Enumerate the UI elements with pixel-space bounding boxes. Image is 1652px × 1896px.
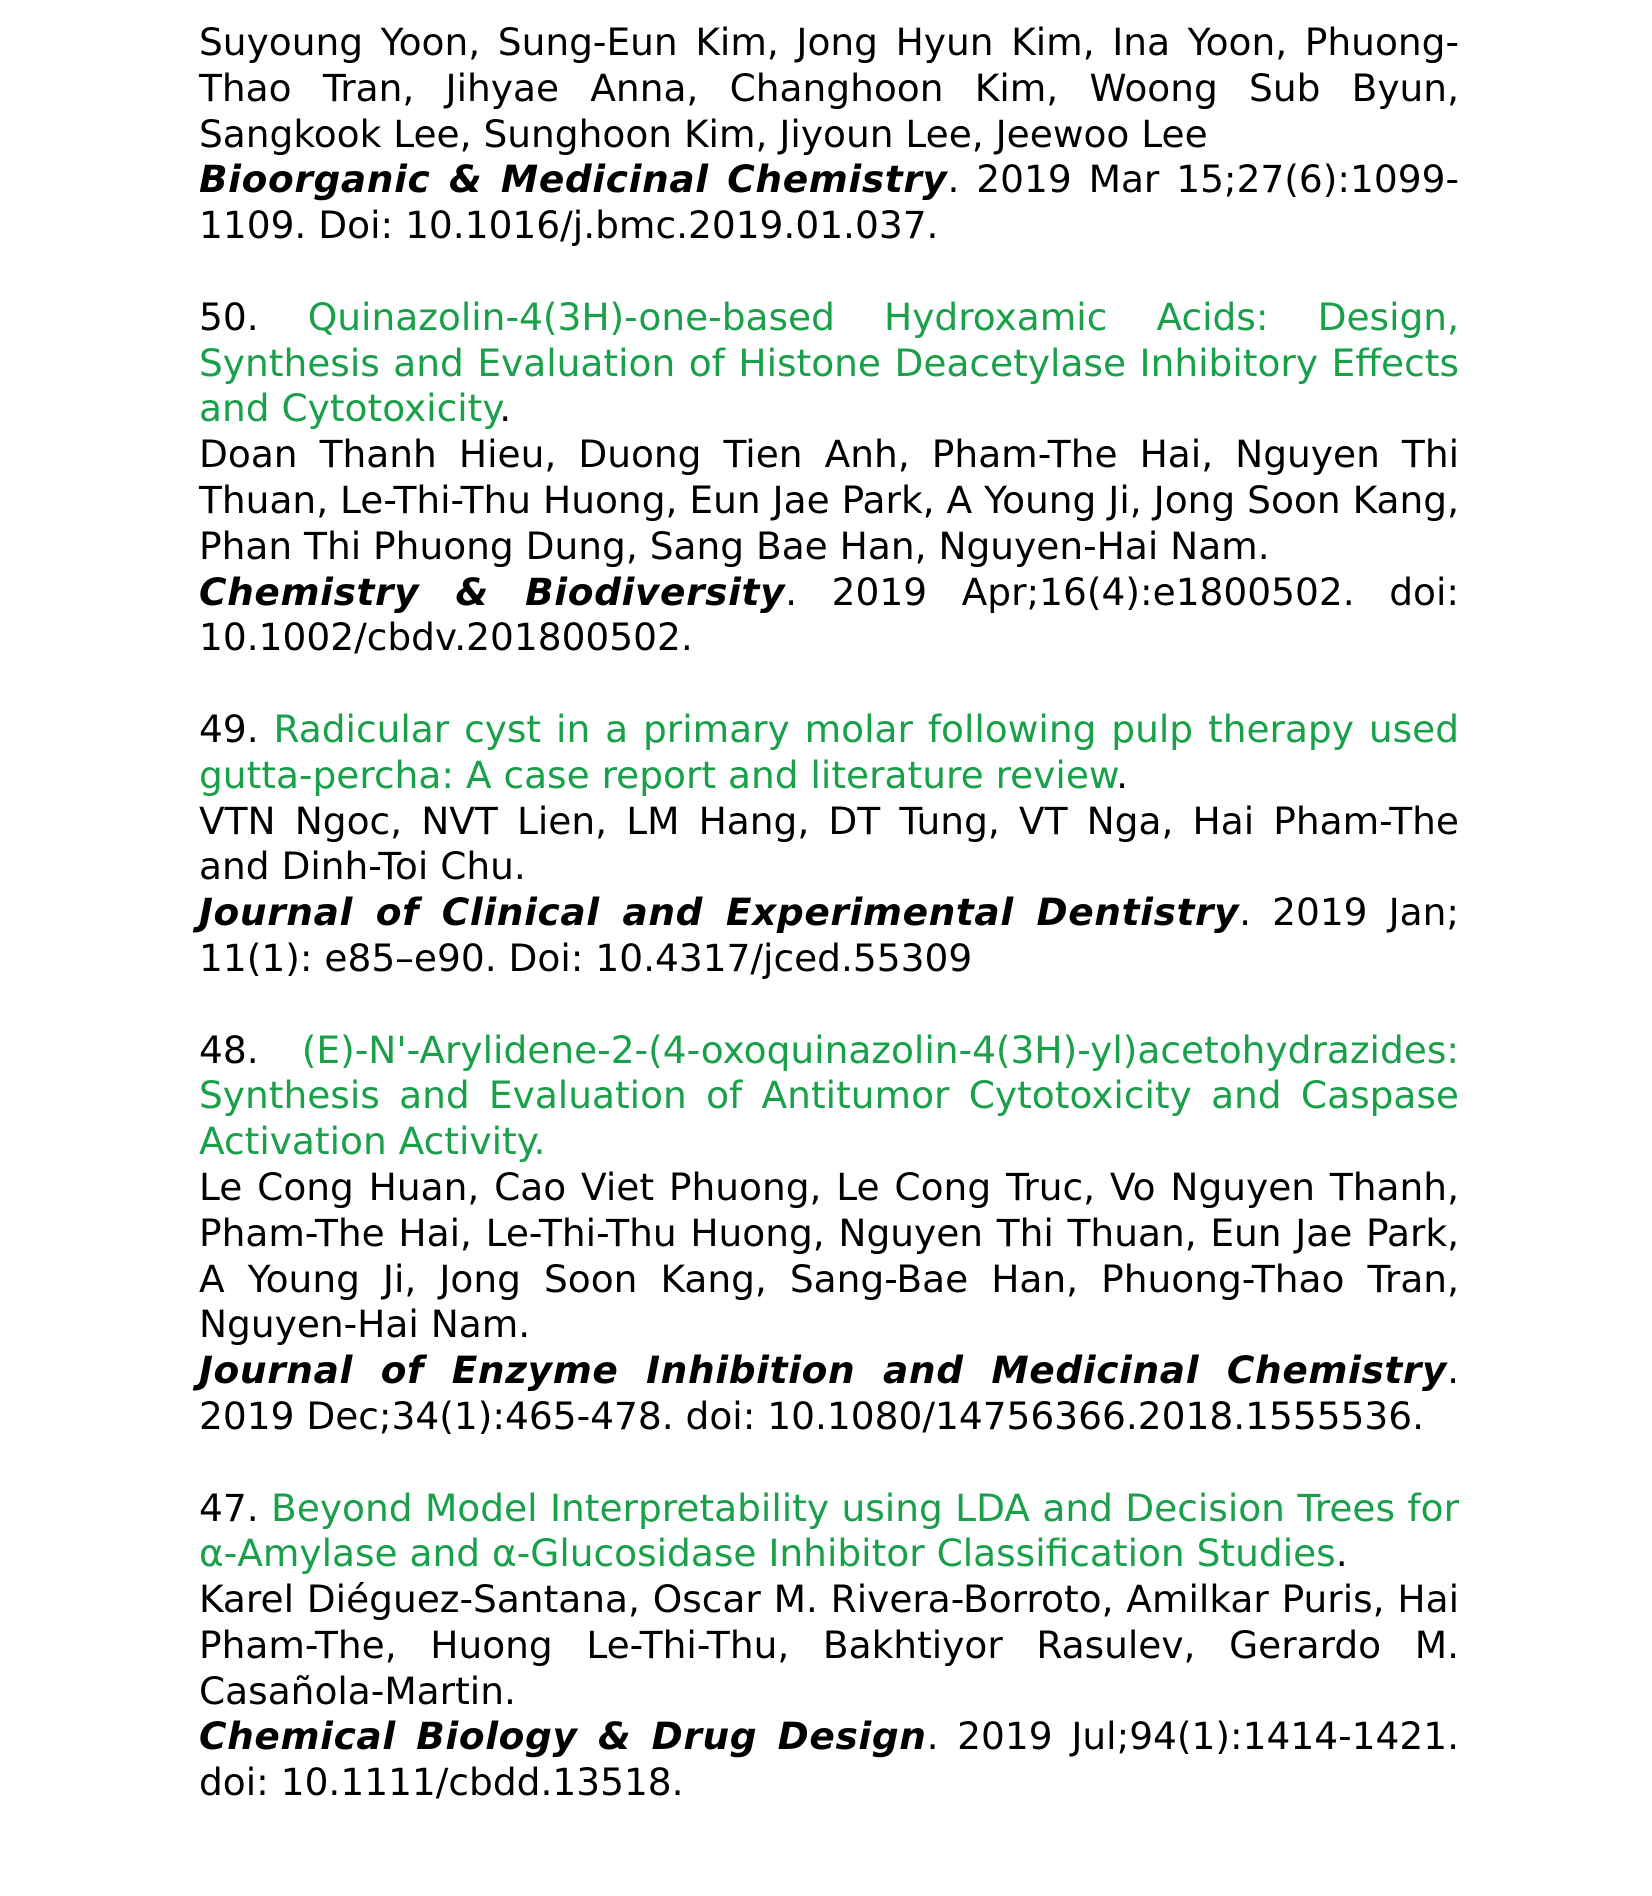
publication-number: 49. [199, 706, 274, 751]
citation-details: . 2019 Dec;34(1):465-478. doi: 10.1080/14756366.2018.1555536. [199, 1348, 1459, 1438]
citation-details: . 2019 Jan; 11(1): e85–e90. Doi: 10.4317/jced.55309 [199, 890, 1460, 980]
publication-citation [199, 157, 1459, 249]
publication-heading [199, 707, 1459, 799]
publication-citation [199, 1714, 1459, 1806]
journal-name: Journal of Clinical and Experimental Dentistry [199, 890, 1240, 935]
title-end: . [1116, 752, 1129, 797]
publication-authors: VTN Ngoc, NVT Lien, LM Hang, DT Tung, VT Nga, Hai Pham-The and Dinh-Toi Chu. [199, 798, 1459, 889]
citation-details: . 2019 Mar 15;27(6):1099-1109. Doi: 10.1016/j.bmc.2019.01.037. [199, 157, 1460, 248]
journal-name: Chemistry & Biodiversity [199, 569, 786, 614]
publication-number: 48. [199, 1027, 302, 1072]
publication-authors: Suyoung Yoon, Sung-Eun Kim, Jong Hyun Kim, Ina Yoon, Phuong-Thao Tran, Jihyae Anna, Changhoon Kim, Woong Sub Byun, Sangkook Lee, Sunghoon Kim, Jiyoun Lee, Jeewoo Lee [199, 20, 1459, 156]
journal-name: Chemical Biology & Drug Design [199, 1714, 927, 1759]
publication-authors: Le Cong Huan, Cao Viet Phuong, Le Cong Truc, Vo Nguyen Thanh, Pham-The Hai, Le-Thi-Thu Huong, Nguyen Thi Thuan, Eun Jae Park, A Young Ji, Jong Soon Kang, Sang-Bae Han, Phuong-Thao Tran, Nguyen-Hai Nam. [199, 1164, 1459, 1347]
publication-heading [199, 1028, 1459, 1165]
journal-name: Journal of Enzyme Inhibition and Medicinal Chemistry [199, 1348, 1448, 1393]
publication-title-link[interactable]: Beyond Model Interpretability using LDA and Decision Trees for α-Amylase and α-Glucosidase Inhibitor Classification Studies [199, 1485, 1459, 1576]
publication-number: 50. [199, 294, 308, 339]
title-end: . [1335, 1531, 1348, 1576]
publication-entry [199, 1028, 1459, 1440]
publication-citation [199, 570, 1459, 662]
publication-heading [199, 1486, 1459, 1578]
publication-citation [199, 1348, 1459, 1440]
publication-list [199, 20, 1459, 1852]
citation-details: . 2019 Jul;94(1):1414-1421. doi: 10.1111/cbdd.13518. [199, 1714, 1459, 1805]
publication-entry [199, 707, 1459, 982]
publication-entry [199, 295, 1459, 661]
publication-title-link[interactable]: (E)-N'-Arylidene-2-(4-oxoquinazolin-4(3H)-yl)acetohydrazides: Synthesis and Evaluation of Antitumor Cytotoxicity and Caspase Activation Activity. [199, 1027, 1459, 1164]
publication-authors: Doan Thanh Hieu, Duong Tien Anh, Pham-The Hai, Nguyen Thi Thuan, Le-Thi-Thu Huong, Eun Jae Park, A Young Ji, Jong Soon Kang, Phan Thi Phuong Dung, Sang Bae Han, Nguyen-Hai Nam. [199, 432, 1459, 568]
publication-title-link[interactable]: Radicular cyst in a primary molar following pulp therapy used gutta-percha: A case report and literature review [199, 706, 1459, 797]
publication-entry [199, 20, 1459, 249]
publication-title-link[interactable]: Quinazolin-4(3H)-one-based Hydroxamic Acids: Design, Synthesis and Evaluation of Histone Deacetylase Inhibitory Effects and Cytotoxicity [199, 294, 1459, 431]
citation-details: . 2019 Apr;16(4):e1800502. doi: 10.1002/cbdv.201800502. [199, 569, 1459, 660]
publication-number: 47. [199, 1485, 272, 1530]
journal-name: Bioorganic & Medicinal Chemistry [199, 157, 948, 202]
publication-entry [199, 1486, 1459, 1807]
publication-citation [199, 890, 1459, 982]
publication-heading [199, 295, 1459, 432]
publication-authors: Karel Diéguez-Santana, Oscar M. Rivera-Borroto, Amilkar Puris, Hai Pham-The, Huong Le-Thi-Thu, Bakhtiyor Rasulev, Gerardo M. Casañola-Martin. [199, 1577, 1459, 1713]
title-end: . [499, 386, 512, 431]
